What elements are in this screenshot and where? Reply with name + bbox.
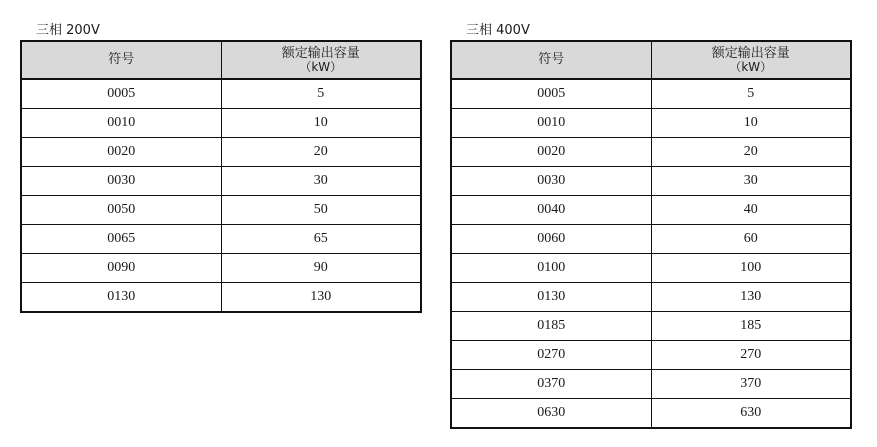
table-row <box>451 109 851 138</box>
table-header-row <box>451 41 851 79</box>
table-row <box>21 225 421 254</box>
table-row <box>451 79 851 109</box>
cell-code: 0065 <box>21 225 221 254</box>
cell-code: 0270 <box>451 341 651 370</box>
table-body <box>21 79 421 312</box>
table-row <box>451 138 851 167</box>
cell-capacity: 50 <box>221 196 421 225</box>
table-row <box>21 196 421 225</box>
table-row <box>21 138 421 167</box>
table-row <box>451 254 851 283</box>
cell-code: 0130 <box>451 283 651 312</box>
table-header-row <box>21 41 421 79</box>
cell-capacity: 40 <box>651 196 851 225</box>
header-capacity <box>221 41 421 79</box>
cell-capacity: 10 <box>221 109 421 138</box>
cell-capacity: 630 <box>651 399 851 429</box>
cell-capacity: 65 <box>221 225 421 254</box>
header-code: 符号 <box>451 41 651 79</box>
table-caption: 三相 200V <box>36 23 100 38</box>
table-row <box>21 109 421 138</box>
header-code: 符号 <box>21 41 221 79</box>
cell-capacity: 370 <box>651 370 851 399</box>
table-row <box>451 312 851 341</box>
cell-code: 0030 <box>451 167 651 196</box>
table-row <box>451 167 851 196</box>
cell-code: 0010 <box>451 109 651 138</box>
cell-capacity: 30 <box>651 167 851 196</box>
table-block-200v <box>20 22 420 313</box>
table-body <box>451 79 851 428</box>
cell-capacity: 5 <box>651 79 851 109</box>
cell-code: 0370 <box>451 370 651 399</box>
table-row <box>451 370 851 399</box>
cell-capacity: 130 <box>221 283 421 313</box>
cell-code: 0130 <box>21 283 221 313</box>
cell-capacity: 30 <box>221 167 421 196</box>
cell-code: 0040 <box>451 196 651 225</box>
header-capacity-unit: （kW） <box>729 59 773 74</box>
cell-capacity: 20 <box>221 138 421 167</box>
cell-capacity: 185 <box>651 312 851 341</box>
table-row <box>21 167 421 196</box>
table-caption: 三相 400V <box>466 23 530 38</box>
cell-capacity: 10 <box>651 109 851 138</box>
cell-code: 0020 <box>451 138 651 167</box>
cell-capacity: 20 <box>651 138 851 167</box>
table-row <box>451 225 851 254</box>
spec-table-200v <box>20 40 422 313</box>
header-capacity-label: 额定输出容量 <box>281 45 360 61</box>
table-block-400v <box>450 22 850 429</box>
header-capacity <box>651 41 851 79</box>
table-row <box>451 283 851 312</box>
cell-code: 0005 <box>451 79 651 109</box>
cell-capacity: 100 <box>651 254 851 283</box>
table-row <box>451 399 851 429</box>
cell-capacity: 90 <box>221 254 421 283</box>
spec-table-400v <box>450 40 852 429</box>
table-row <box>21 283 421 313</box>
header-capacity-unit: （kW） <box>299 59 343 74</box>
cell-capacity: 60 <box>651 225 851 254</box>
table-row <box>21 254 421 283</box>
cell-code: 0185 <box>451 312 651 341</box>
cell-capacity: 5 <box>221 79 421 109</box>
header-capacity-label: 额定输出容量 <box>711 45 790 61</box>
cell-code: 0630 <box>451 399 651 429</box>
cell-capacity: 270 <box>651 341 851 370</box>
cell-code: 0090 <box>21 254 221 283</box>
cell-code: 0030 <box>21 167 221 196</box>
cell-code: 0020 <box>21 138 221 167</box>
cell-code: 0050 <box>21 196 221 225</box>
cell-code: 0060 <box>451 225 651 254</box>
cell-code: 0010 <box>21 109 221 138</box>
cell-code: 0100 <box>451 254 651 283</box>
table-row <box>451 196 851 225</box>
cell-code: 0005 <box>21 79 221 109</box>
table-row <box>451 341 851 370</box>
cell-capacity: 130 <box>651 283 851 312</box>
table-row <box>21 79 421 109</box>
